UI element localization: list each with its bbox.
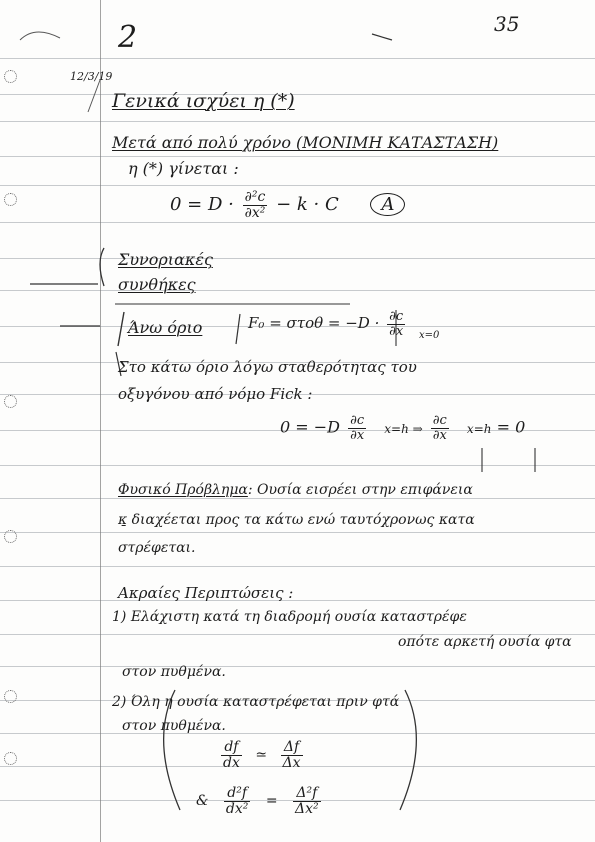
page-mark: 2 <box>118 20 138 55</box>
physical-problem-line-1 <box>118 482 473 498</box>
lower-boundary-fraction-2 <box>431 414 449 442</box>
case-1-line-2: οπότε αρκετή ουσία φτα <box>398 634 572 650</box>
fd1-right-numerator: Δf <box>281 740 303 756</box>
lower-boundary-rhs: = 0 <box>496 417 526 437</box>
extreme-cases-heading: Ακραίες Περιπτώσεις : <box>118 584 294 602</box>
physical-problem-line-2: κ̱ διαχέεται προς τα κάτω ενώ ταυτόχρονως κατα <box>118 512 475 528</box>
case-2-line-2: στον πυθμένα. <box>122 718 226 734</box>
fd2-prefix: & <box>196 793 209 810</box>
boundary-heading-1: Συνοριακές <box>118 250 213 269</box>
equation-a-fraction <box>243 190 268 220</box>
lower-boundary-lhs: 0 = −D <box>280 417 340 437</box>
fd2-left-denominator: dx² <box>225 800 249 817</box>
page-number: 35 <box>494 12 520 36</box>
lower-boundary-evaluated-at-2: x=h <box>466 421 492 436</box>
section-title: Γενικά ισχύει η (*) <box>112 90 295 112</box>
fd2-right-fraction <box>293 786 321 816</box>
case-1-line-1: 1) Ελάχιστη κατά τη διαδρομή ουσία καταστρέφε <box>112 609 467 625</box>
steady-state-line-1: Μετά από πολύ χρόνο (ΜΟΝΙΜΗ ΚΑΤΑΣΤΑΣΗ) <box>112 133 499 152</box>
upper-boundary-formula: F₀ = στοθ = −D · <box>248 314 380 333</box>
equation-a <box>170 190 405 220</box>
upper-boundary-evaluated-at: x=0 <box>419 330 440 342</box>
fd1-right-fraction <box>281 740 303 770</box>
fd2-right-numerator: Δ²f <box>293 786 321 802</box>
case-1-line-3: στον πυθμένα. <box>122 664 226 680</box>
fd1-right-denominator: Δx <box>282 754 301 771</box>
lower-boundary-evaluated-at-1: x=h ⇒ <box>384 421 423 436</box>
equation-a-denominator: ∂x² <box>244 204 266 221</box>
upper-boundary-label: Άνω όριο <box>128 318 203 337</box>
lower-boundary-fraction-1 <box>348 414 366 442</box>
fd2-equals: = <box>265 793 278 810</box>
fd1-left-numerator: df <box>221 740 242 756</box>
physical-problem-label: Φυσικό Πρόβλημα <box>118 482 248 498</box>
case-2-line-1: 2) Όλη η ουσία καταστρέφεται πριν φτά <box>112 694 400 710</box>
upper-boundary-equation <box>248 310 439 341</box>
fd2-right-denominator: Δx² <box>295 800 319 817</box>
upper-boundary-fraction <box>387 310 405 338</box>
finite-difference-2 <box>196 786 324 816</box>
physical-problem-line-3: στρέφεται. <box>118 540 196 556</box>
lower-boundary-equation <box>280 414 525 442</box>
equation-a-rest: − k · C <box>276 194 339 216</box>
fd1-left-denominator: dx <box>223 754 240 771</box>
lower-boundary-numerator-2: ∂c <box>431 414 449 429</box>
finite-difference-1 <box>218 740 306 770</box>
fd1-left-fraction <box>221 740 242 770</box>
boundary-heading-2: συνθήκες <box>118 275 196 294</box>
lower-boundary-line-2: οξυγόνου από νόμο Fick : <box>118 385 313 403</box>
upper-boundary-denominator: ∂x <box>389 323 404 339</box>
equation-a-lhs: 0 = D · <box>170 194 234 216</box>
fd2-left-numerator: d²f <box>224 786 250 802</box>
lower-boundary-line-1: Στο κάτω όριο λόγω σταθερότητας του <box>118 358 417 376</box>
upper-boundary-numerator: ∂c <box>387 310 405 325</box>
lower-boundary-numerator-1: ∂c <box>348 414 366 429</box>
fd1-approx: ≃ <box>255 747 268 764</box>
equation-a-numerator: ∂²c <box>243 190 268 206</box>
steady-state-line-2: η (*) γίνεται : <box>128 159 239 178</box>
lower-boundary-denominator-1: ∂x <box>350 427 365 443</box>
physical-problem-text-1: : Ουσία εισρέει στην επιφάνεια <box>247 482 473 498</box>
lower-boundary-denominator-2: ∂x <box>432 427 447 443</box>
equation-a-tag: A <box>370 193 405 216</box>
fd2-left-fraction <box>224 786 250 816</box>
entry-date: 12/3/19 <box>70 70 113 83</box>
